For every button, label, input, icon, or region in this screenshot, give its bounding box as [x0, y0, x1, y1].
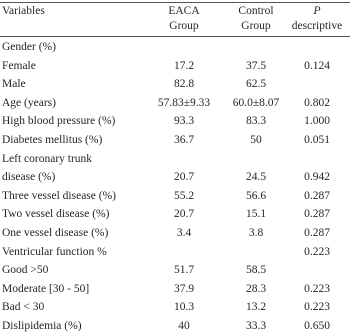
header-eaca-line1: EACA: [168, 5, 200, 17]
variable-cell: High blood pressure (%): [2, 115, 116, 128]
header-p-line1: P: [313, 5, 321, 17]
table-row: [0, 75, 350, 94]
p-value-cell: 0.051: [304, 133, 330, 146]
variable-cell: Good >50: [2, 264, 49, 277]
control-cell: 60.0±8.07: [232, 96, 280, 109]
control-cell: 62.5: [245, 78, 267, 91]
control-cell: 56.6: [245, 189, 267, 202]
control-cell: 24.5: [245, 171, 267, 184]
eaca-cell: 55.2: [173, 189, 195, 202]
p-value-cell: 0.287: [304, 208, 330, 221]
table-row: [0, 317, 350, 336]
p-value-cell: 0.287: [304, 226, 330, 239]
p-value-cell: 0.223: [304, 245, 330, 258]
table-row: [0, 150, 350, 169]
header-control-group: [228, 4, 284, 34]
p-value-cell: 0.223: [304, 282, 330, 295]
eaca-cell: 17.2: [173, 59, 195, 72]
eaca-cell: 3.4: [176, 226, 192, 239]
variable-cell: Left coronary trunk: [2, 152, 93, 165]
table-row: [0, 243, 350, 262]
table-row: [0, 298, 350, 317]
p-value-cell: 0.650: [304, 319, 330, 332]
eaca-cell: 82.8: [173, 78, 195, 91]
variable-cell: Moderate [30 - 50]: [2, 282, 90, 295]
control-cell: 3.8: [248, 226, 264, 239]
eaca-cell: 93.3: [173, 115, 195, 128]
header-p-line2: descriptive: [291, 20, 343, 32]
p-value-cell: 0.287: [304, 189, 330, 202]
eaca-cell: 37.9: [173, 282, 195, 295]
variable-cell: Two vessel disease (%): [2, 208, 110, 221]
variable-cell: disease (%): [2, 171, 56, 184]
eaca-cell: 10.3: [173, 301, 195, 314]
table-row: [0, 224, 350, 243]
header-eaca-line2: Group: [169, 20, 199, 32]
header-eaca-group: [146, 4, 222, 34]
top-rule: [0, 2, 350, 3]
control-cell: 37.5: [245, 59, 267, 72]
eaca-cell: 20.7: [173, 171, 195, 184]
p-value-cell: 0.802: [304, 96, 330, 109]
eaca-cell: 51.7: [173, 264, 195, 277]
control-cell: 58.5: [245, 264, 267, 277]
p-value-cell: 1.000: [304, 115, 330, 128]
variable-cell: Three vessel disease (%): [2, 189, 116, 202]
p-value-cell: 0.124: [304, 59, 330, 72]
variable-cell: Dislipidemia (%): [2, 319, 82, 332]
control-cell: 50: [250, 133, 262, 146]
control-cell: 15.1: [245, 208, 267, 221]
header-p-descriptive: [284, 4, 350, 34]
variable-cell: Male: [2, 78, 26, 91]
table-body: [0, 38, 350, 336]
variable-cell: Female: [2, 59, 36, 72]
control-cell: 33.3: [245, 319, 267, 332]
table-row: [0, 131, 350, 150]
variable-cell: Bad < 30: [2, 301, 45, 314]
variable-cell: Gender (%): [2, 41, 56, 53]
control-cell: 28.3: [245, 282, 267, 295]
table-row: [0, 261, 350, 280]
table-row: [0, 38, 350, 57]
header-variables-label: Variables: [2, 5, 45, 17]
control-cell: 83.3: [245, 115, 267, 128]
table-row: [0, 187, 350, 206]
variable-cell: Diabetes mellitus (%): [2, 133, 103, 146]
table-row: [0, 57, 350, 76]
table-row: [0, 168, 350, 187]
table-row: [0, 205, 350, 224]
eaca-cell: 57.83±9.33: [157, 96, 211, 109]
header-control-line2: Group: [241, 20, 271, 32]
variable-cell: Ventricular function %: [2, 245, 107, 258]
variable-cell: One vessel disease (%): [2, 226, 109, 239]
header-control-line1: Control: [238, 5, 274, 17]
variable-cell: Age (years): [2, 96, 56, 109]
control-cell: 13.2: [245, 301, 267, 314]
table-row: [0, 94, 350, 113]
table-row: [0, 112, 350, 131]
eaca-cell: 40: [178, 319, 190, 332]
header-variables: [2, 4, 45, 19]
eaca-cell: 36.7: [173, 133, 195, 146]
p-value-cell: 0.942: [304, 171, 330, 184]
table-row: [0, 280, 350, 299]
header-rule: [0, 36, 350, 37]
eaca-cell: 20.7: [173, 208, 195, 221]
p-value-cell: 0.223: [304, 301, 330, 314]
